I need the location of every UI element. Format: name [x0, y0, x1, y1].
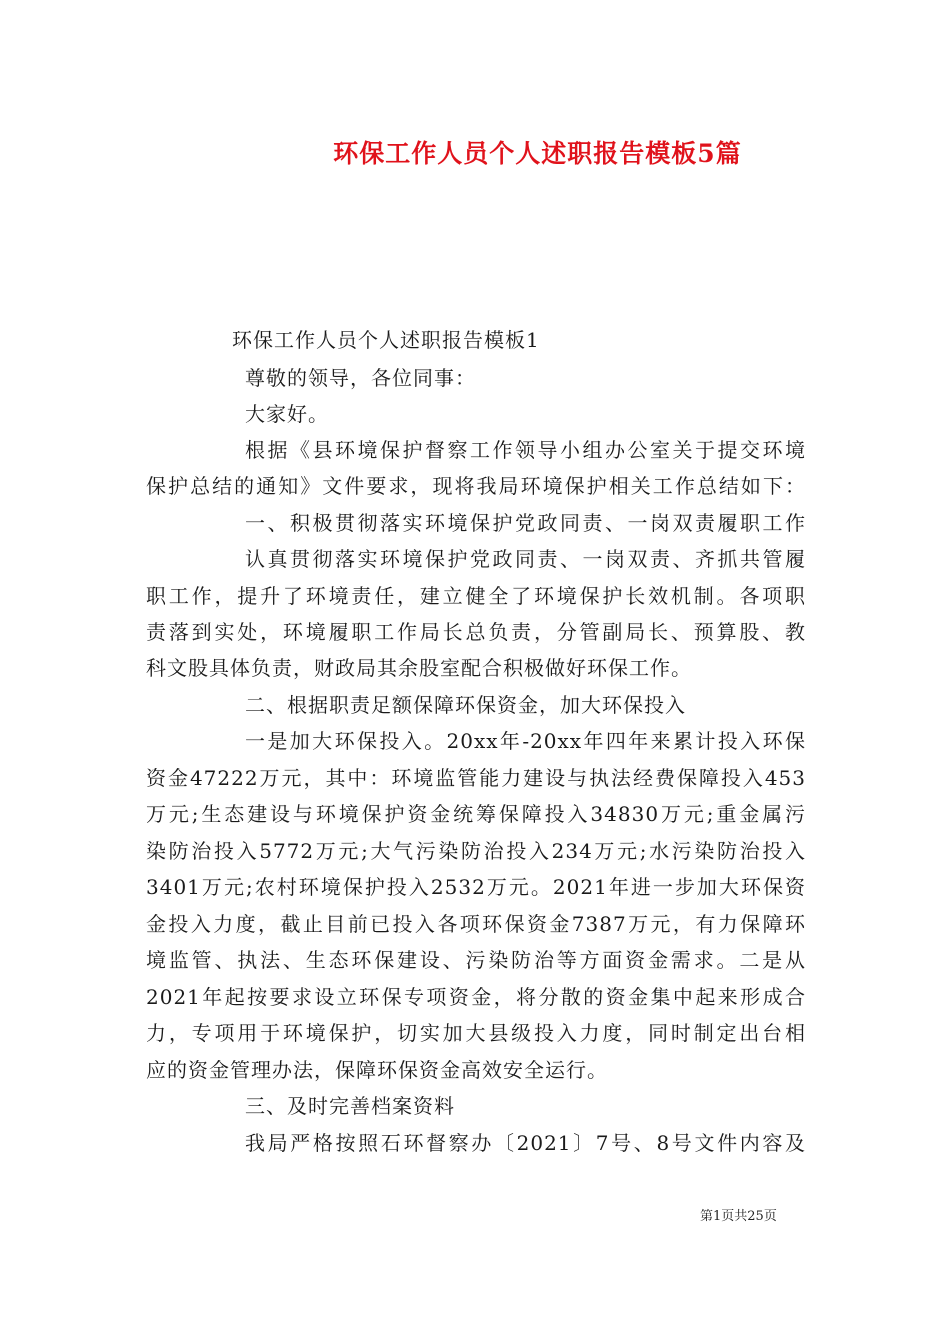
document-title: 环保工作人员个人述职报告模板5篇	[333, 139, 742, 168]
subheading-1: 一、积极贯彻落实环境保护党政同责、一岗双责履职工作	[245, 511, 806, 535]
section-heading: 环保工作人员个人述职报告模板1	[232, 328, 540, 352]
paragraph-line: 保护总结的通知》文件要求，现将我局环境保护相关工作总结如下：	[146, 474, 806, 498]
paragraph-line: 我局严格按照石环督察办〔2021〕7号、8号文件内容及	[245, 1131, 806, 1155]
paragraph-line: 2021年起按要求设立环保专项资金，将分散的资金集中起来形成合	[146, 985, 806, 1009]
page-number: 第1页共25页	[700, 1209, 777, 1224]
paragraph-line: 一是加大环保投入。20xx年-20xx年四年来累计投入环保	[245, 729, 806, 753]
paragraph-line: 染防治投入5772万元;大气污染防治投入234万元;水污染防治投入	[146, 839, 806, 863]
paragraph-line: 金投入力度，截止目前已投入各项环保资金7387万元，有力保障环	[146, 912, 806, 936]
subheading-2: 二、根据职责足额保障环保资金，加大环保投入	[245, 693, 686, 717]
paragraph-line: 力，专项用于环境保护，切实加大县级投入力度，同时制定出台相	[146, 1021, 806, 1045]
salutation: 尊敬的领导，各位同事：	[245, 366, 476, 390]
paragraph-line: 境监管、执法、生态环保建设、污染防治等方面资金需求。二是从	[146, 948, 806, 972]
subheading-3: 三、及时完善档案资料	[245, 1094, 455, 1118]
paragraph-line: 科文股具体负责，财政局其余股室配合积极做好环保工作。	[146, 656, 692, 680]
paragraph-line: 万元;生态建设与环境保护资金统筹保障投入34830万元;重金属污	[146, 802, 806, 826]
paragraph-line: 职工作，提升了环境责任，建立健全了环境保护长效机制。各项职	[146, 584, 806, 608]
paragraph-line: 3401万元;农村环境保护投入2532万元。2021年进一步加大环保资	[146, 875, 806, 899]
greeting: 大家好。	[245, 402, 329, 426]
paragraph-line: 资金47222万元，其中：环境监管能力建设与执法经费保障投入453	[146, 766, 806, 790]
paragraph-line: 根据《县环境保护督察工作领导小组办公室关于提交环境	[245, 438, 806, 462]
paragraph-line: 认真贯彻落实环境保护党政同责、一岗双责、齐抓共管履	[245, 547, 806, 571]
paragraph-line: 责落到实处，环境履职工作局长总负责，分管副局长、预算股、教	[146, 620, 806, 644]
paragraph-line: 应的资金管理办法，保障环保资金高效安全运行。	[146, 1058, 608, 1082]
